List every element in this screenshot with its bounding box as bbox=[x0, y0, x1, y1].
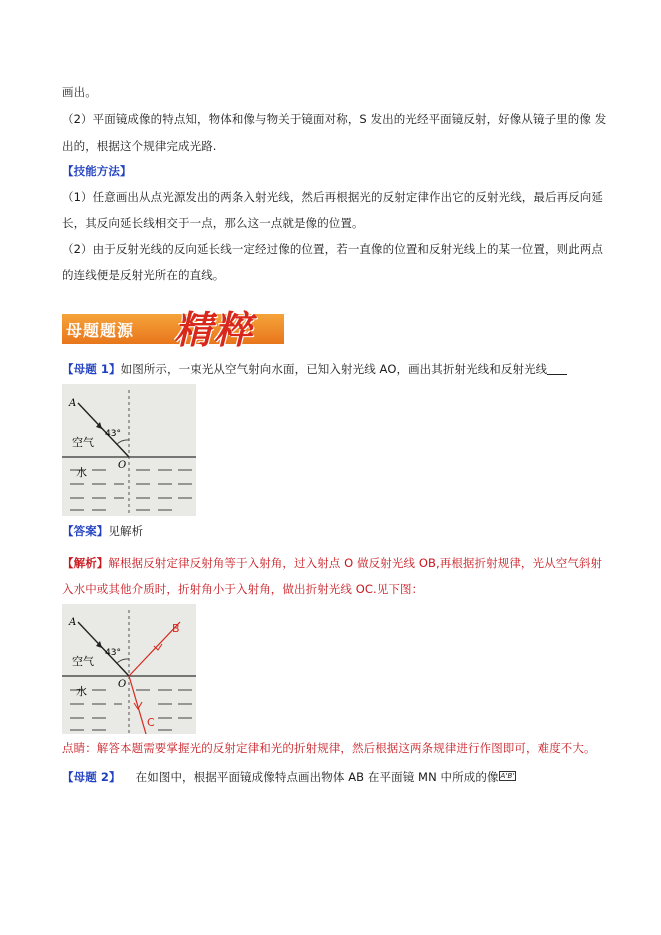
image-notation: A'B' bbox=[500, 772, 515, 780]
question-1 bbox=[62, 362, 607, 376]
paragraph-line: 的连线便是反射光所在的直线。 bbox=[62, 268, 225, 282]
answer-line bbox=[62, 524, 607, 538]
answer-text: 见解析 bbox=[108, 524, 144, 538]
question-2-text: 在如图中，根据平面镜成像特点画出物体 AB 在平面镜 MN 中所成的像 bbox=[135, 770, 499, 784]
water-hatching bbox=[70, 690, 192, 730]
figure-1-diagram bbox=[62, 384, 196, 516]
paragraph-line: 长，其反向延长线相交于一点，那么这一点就是像的位置。 bbox=[62, 216, 364, 230]
analysis-line-2: 入水中或其他介质时，折射角小于入射角，做出折射光线 OC.见下图： bbox=[62, 582, 424, 596]
angle-label: 43° bbox=[105, 429, 121, 439]
section-banner bbox=[62, 298, 284, 352]
paragraph-line: （2）平面镜成像的特点知，物体和像与物关于镜面对称，S 发出的光经平面镜反射，好像从镜子里的像 发 bbox=[62, 112, 607, 126]
point-c-label: C bbox=[147, 716, 155, 729]
point-a-label: A bbox=[69, 398, 77, 409]
figure-2 bbox=[62, 604, 196, 734]
air-label: 空气 bbox=[72, 655, 94, 668]
paragraph-line: 出的，根据这个规律完成光路. bbox=[62, 139, 217, 153]
angle-arc bbox=[117, 440, 129, 444]
air-label: 空气 bbox=[72, 436, 94, 449]
paragraph-line: 画出。 bbox=[62, 85, 97, 99]
paragraph-line: （2）由于反射光线的反向延长线一定经过像的位置，若一直像的位置和反射光线上的某一位置，则此两点 bbox=[62, 242, 604, 256]
analysis-line-1 bbox=[62, 556, 607, 570]
question-2-label: 【母题 2】 bbox=[62, 770, 121, 784]
banner-left-text: 母题题源 bbox=[66, 321, 135, 340]
question-1-label: 【母题 1】 bbox=[62, 362, 121, 376]
question-1-text: 如图所示，一束光从空气射向水面，已知入射光线 AO，画出其折射光线和反射光线 bbox=[120, 362, 548, 376]
comment-line: 点睛：解答本题需要掌握光的反射定律和光的折射规律，然后根据这两条规律进行作图即可，难度不大。 bbox=[62, 741, 596, 755]
refracted-ray-oc bbox=[129, 676, 146, 734]
point-o-label: O bbox=[118, 679, 127, 690]
angle-label: 43° bbox=[105, 648, 121, 658]
point-b-label: B bbox=[172, 622, 180, 635]
paragraph-line: （1）任意画出从点光源发出的两条入射光线，然后再根据光的反射定律作出它的反射光线，最后再反向延 bbox=[62, 190, 604, 204]
analysis-text-1: 解根据反射定律反射角等于入射角，过入射点 O 做反射光线 OB,再根据折射规律，光从空气斜射 bbox=[108, 556, 603, 570]
point-o-label: O bbox=[118, 460, 127, 471]
figure-2-diagram bbox=[62, 604, 196, 734]
skill-section-title: 【技能方法】 bbox=[62, 164, 132, 178]
water-label: 水 bbox=[76, 466, 87, 479]
answer-blank bbox=[547, 363, 567, 375]
figure-1 bbox=[62, 384, 196, 516]
answer-label: 【答案】 bbox=[62, 524, 109, 538]
question-2 bbox=[62, 770, 607, 784]
water-hatching bbox=[70, 470, 192, 510]
angle-arc bbox=[117, 659, 129, 663]
banner-big-text: 精粹 bbox=[174, 308, 255, 352]
analysis-label: 【解析】 bbox=[62, 556, 109, 570]
point-a-label: A bbox=[69, 617, 77, 628]
water-label: 水 bbox=[76, 685, 87, 698]
